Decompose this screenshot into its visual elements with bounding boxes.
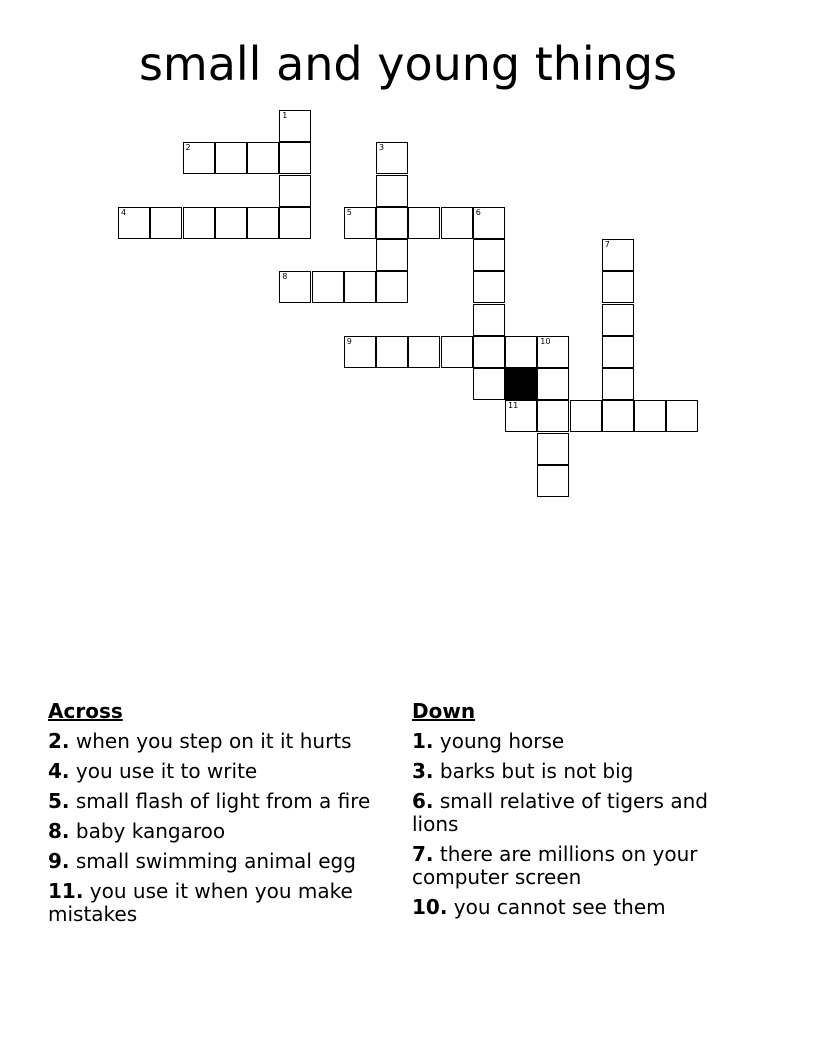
crossword-cell[interactable]	[570, 400, 602, 432]
cell-number: 1	[282, 111, 288, 120]
down-heading: Down	[412, 699, 476, 723]
cell-number: 3	[379, 143, 385, 153]
crossword-cell[interactable]	[602, 239, 634, 271]
crossword-cell[interactable]	[408, 207, 440, 239]
crossword-grid	[0, 0, 816, 520]
crossword-cell[interactable]	[666, 400, 698, 432]
down-clue	[412, 843, 752, 889]
clue-number: 1.	[412, 729, 434, 753]
crossword-cell[interactable]	[215, 207, 247, 239]
cell-number: 7	[604, 240, 610, 249]
crossword-cell[interactable]	[505, 336, 537, 368]
clue-text: when you step on it it hurts	[75, 729, 352, 753]
clue-number: 4.	[48, 759, 70, 783]
crossword-cell[interactable]	[376, 271, 408, 303]
crossword-cell[interactable]	[602, 304, 634, 336]
crossword-cell[interactable]	[118, 207, 150, 239]
crossword-cell[interactable]	[344, 207, 376, 239]
crossword-cell[interactable]	[279, 271, 311, 303]
cell-number: 6	[475, 207, 481, 217]
crossword-cell[interactable]	[473, 336, 505, 368]
crossword-cell[interactable]	[537, 400, 569, 432]
crossword-cell[interactable]	[150, 207, 182, 239]
crossword-cell[interactable]	[247, 207, 279, 239]
across-clue	[48, 820, 388, 843]
crossword-block-cell	[505, 368, 537, 400]
clue-number: 3.	[412, 759, 434, 783]
crossword-cell[interactable]	[344, 271, 376, 303]
crossword-cell[interactable]	[279, 175, 311, 207]
down-clue	[412, 730, 752, 753]
crossword-cell[interactable]	[441, 336, 473, 368]
clue-number: 8.	[48, 819, 70, 843]
crossword-cell[interactable]	[634, 400, 666, 432]
crossword-cell[interactable]	[279, 142, 311, 174]
clue-text: you use it to write	[75, 759, 258, 783]
clue-text: barks but is not big	[439, 759, 634, 783]
cell-number: 2	[185, 143, 191, 153]
across-clues	[48, 700, 388, 933]
cell-number: 11	[508, 401, 519, 411]
crossword-cell[interactable]	[537, 368, 569, 400]
down-clue	[412, 790, 752, 836]
cell-number: 10	[540, 336, 551, 346]
crossword-cell[interactable]	[473, 271, 505, 303]
crossword-cell[interactable]	[247, 142, 279, 174]
cell-number: 8	[282, 272, 288, 282]
across-clue	[48, 730, 388, 753]
crossword-cell[interactable]	[473, 368, 505, 400]
across-clue	[48, 880, 388, 926]
crossword-cell[interactable]	[215, 142, 247, 174]
crossword-cell[interactable]	[602, 368, 634, 400]
down-clues	[412, 700, 752, 926]
crossword-cell[interactable]	[473, 239, 505, 271]
crossword-cell[interactable]	[376, 175, 408, 207]
crossword-cell[interactable]	[312, 271, 344, 303]
clue-number: 6.	[412, 789, 434, 813]
cell-number: 4	[121, 207, 127, 217]
clue-text: you use it when you make mistakes	[48, 879, 353, 926]
clue-number: 7.	[412, 842, 434, 866]
crossword-cell[interactable]	[602, 271, 634, 303]
down-clue	[412, 760, 752, 783]
crossword-cell[interactable]	[344, 336, 376, 368]
crossword-cell[interactable]	[376, 336, 408, 368]
crossword-cell[interactable]	[183, 142, 215, 174]
clue-number: 2.	[48, 729, 70, 753]
crossword-cell[interactable]	[441, 207, 473, 239]
clue-text: baby kangaroo	[75, 819, 226, 843]
crossword-cell[interactable]	[473, 304, 505, 336]
cell-number: 9	[346, 336, 352, 346]
crossword-cell[interactable]	[473, 207, 505, 239]
across-clue	[48, 760, 388, 783]
across-clue	[48, 790, 388, 813]
cell-number: 5	[346, 207, 352, 217]
crossword-cell[interactable]	[376, 239, 408, 271]
clue-text: small swimming animal egg	[75, 849, 356, 873]
crossword-cell[interactable]	[279, 207, 311, 239]
crossword-cell[interactable]	[537, 336, 569, 368]
down-clue	[412, 896, 752, 919]
puzzle-title: small and young things	[138, 37, 678, 91]
crossword-cell[interactable]	[408, 336, 440, 368]
across-heading: Across	[48, 699, 123, 723]
clue-text: small flash of light from a fire	[75, 789, 371, 813]
crossword-cell[interactable]	[376, 207, 408, 239]
clue-text: young horse	[439, 729, 565, 753]
across-clue	[48, 850, 388, 873]
clue-number: 9.	[48, 849, 70, 873]
crossword-cell[interactable]	[537, 433, 569, 465]
clue-number: 10.	[412, 895, 448, 919]
crossword-cell[interactable]	[376, 142, 408, 174]
crossword-cell[interactable]	[602, 336, 634, 368]
clue-number: 5.	[48, 789, 70, 813]
crossword-cell[interactable]	[279, 110, 311, 142]
crossword-cell[interactable]	[537, 465, 569, 497]
crossword-cell[interactable]	[602, 400, 634, 432]
clue-text: you cannot see them	[453, 895, 666, 919]
clue-number: 11.	[48, 879, 84, 903]
clue-text: small relative of tigers and lions	[412, 789, 708, 836]
crossword-cell[interactable]	[505, 400, 537, 432]
crossword-cell[interactable]	[183, 207, 215, 239]
clue-text: there are millions on your computer screen	[412, 842, 698, 889]
